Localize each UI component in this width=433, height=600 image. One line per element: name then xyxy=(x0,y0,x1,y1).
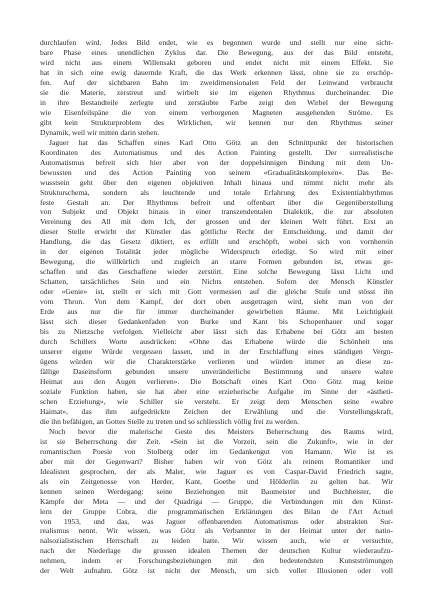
text-line: soziale Funktion haben, sie hat aber eine erzieherische Aufgabe im Sinne der «ästheti- xyxy=(40,386,393,396)
text-line: fällige Daseinsform gebunden unsere unveränderliche Bestimmung und unsere wahre xyxy=(40,366,393,376)
text-line: sie die Materie, zerstreut und wirbelt sie im eigenen Rhythmus durcheinander. Die xyxy=(40,87,393,97)
text-line: als ein Zeitgenosse von Herder, Kant, Goethe und Hölderlin zu gelten hat. Wir xyxy=(40,476,393,486)
text-line: Erde aus nur die für immer durcheinander gewirbelten Räume. Mit Leichtigkeit xyxy=(40,307,393,317)
text-line: lässt sich dieser Gedankenfaden von Burke und Kant bis Schopenhauer und sogar xyxy=(40,317,393,327)
paragraph xyxy=(40,38,393,138)
text-line: dieser Stelle erwirbt der Künstler das göttliche Recht der Entscheidung, und damit der xyxy=(40,227,393,237)
text-line: wusstsein geht über den eigenen objektiven Inhalt hinaus und nimmt nicht mehr als xyxy=(40,177,393,187)
text-line: Bewegung, die willkürlich und zugleich an starre Formen gebunden ist, etwas ge- xyxy=(40,257,393,267)
text-line: nalsozialistischen Herrschaft zu leiden hatte. Wir wissen auch, wie er versuchte, xyxy=(40,536,393,546)
text-line: von 1953, und das, was Jaguer offenbarenden Automatismus oder abstrakten Sur- xyxy=(40,516,393,526)
text-line: durch Schillers Worte ausdrücken: «Ohne das Erhabene würde die Schönheit uns xyxy=(40,337,393,347)
text-line: lern der Gruppe Cobra, die programmatischen Erklärungen des Bilan de l'Art Actuel xyxy=(40,506,393,516)
text-line: bare Phase eines unendlichen Zyklus dar. Die Bewegung, aus der das Bild entsteht, xyxy=(40,47,393,57)
text-line: Vereinung des All mit dem Ich, der grossen und der kleinen Welt führt. Erst an xyxy=(40,217,393,227)
text-line: Handlung, die das Gesetz diktiert, es erfüllt und erschöpft, wobei sich von vornherein xyxy=(40,237,393,247)
text-line: wird nicht aus einem Willensakt geboren und endet nicht mit einem Effekt. Sie xyxy=(40,57,393,67)
text-line: in der eigenen Totalität jeder mögliche Widerspruch erledigt. So wird mit einer xyxy=(40,247,393,257)
text-line: nach der Niederlage die grossen idealen Themen der deutschen Kultur wiederaufzu- xyxy=(40,546,393,556)
text-line: romantischen Poesie von Stolberg oder im Gedankengut von Hamann. Wie ist es xyxy=(40,446,393,456)
text-line: Schatten, tatsächliches Sein und ein Nichts entstehen. Sofern der Mensch Künstler xyxy=(40,277,393,287)
text-line: bis zu Nietzsche verfolgen. Vielleicht aber lässt sich das Erhabene bei Götz am besten xyxy=(40,327,393,337)
text-line: aber mit der Gegenwart? Bisher haben wir von Götz als reinem Romantiker und xyxy=(40,456,393,466)
paragraph xyxy=(40,427,393,577)
text-line: in ihre Bestandteile zerlegte und zerstäubte Farbe zeigt den Wirbel der Bewegung xyxy=(40,97,393,107)
text-line: Automatismus befreit sich hier aber von der doppelsinnigen Bindung mit dem Un- xyxy=(40,157,393,167)
text-line: schaffen und das Geschaffene wieder zerstört. Eine solche Bewegung lässt Licht und xyxy=(40,267,393,277)
text-line: ist sie Beherrschung der Zeit. «Sein ist die Vorzeit, sein die Zukunft», wie in der xyxy=(40,436,393,446)
text-line: durchlaufen wird. Jedes Bild endet, wie es begonnen wurde und stellt nur eine sicht- xyxy=(40,38,393,47)
text-line: bewussten und des Action Painting von seinem «Gradualitätskomplexen». Das Be- xyxy=(40,167,393,177)
text-line: von Subjekt und Objekt hinaus in einer transzendentalen Dialektik, die zur absoluten xyxy=(40,207,393,217)
text-line: wie Eisenfeilspäne die von einem verborgenen Magneten ausgehenden Ströme. Es xyxy=(40,107,393,117)
text-line: kennen seinen Werdegang: seine Beziehungen mit Baumeister und Buchheister, die xyxy=(40,486,393,496)
text-line: hat in sich eine ewig dauernde Kraft, die das Werk erkennen lässt, ohne sie zu erschöp- xyxy=(40,67,393,77)
text-line: Kämpfe der Meta — und der Quadriga — Gruppe, die Verbindungen mit den Künst- xyxy=(40,496,393,506)
text-line: Dynamik, weil wir mitten darin stehen. xyxy=(40,127,160,137)
text-line: nehmen, indem er Forschungsbeziehungen mit den bedeutendsten Kunstströmungen xyxy=(40,556,393,566)
text-line: der Welt aufnahm. Götz ist nicht der Mensch, um sich voller Illusionen oder voll xyxy=(40,566,393,576)
text-line: Noch bevor die malerische Geste des Meisters Beherrschung des Raums wird, xyxy=(49,426,393,436)
text-line: Strukturschema, sondern als leuchtende und totale Erfahrung des Existentialrhythmus xyxy=(40,187,393,197)
text-line: vom Thron. Von dem Kampf, der dort oben ausgetragen wird, sieht man von der xyxy=(40,297,393,307)
text-line: Koordinaten des Automatismus und des Action Painting gestellt. Der surrealistische xyxy=(40,147,393,157)
text-line: oder «Genie» ist, stellt er sich mit Gott vermessen auf die gleiche Stufe und stösst ihn xyxy=(40,287,393,297)
text-line: die ihn befähigen, an Gottes Stelle zu treten und so schliesslich völlig frei zu werden. xyxy=(40,416,299,426)
text-line: schen Erziehung», wie Schiller sie versteht. Er zeigt dem Menschen seine «wahre xyxy=(40,396,393,406)
paragraph xyxy=(40,138,393,427)
text-line: Heimat aus den Augen verlieren». Die Botschaft eines Karl Otto Götz mag keine xyxy=(40,376,393,386)
document-page xyxy=(40,38,393,576)
text-line: feste Gestalt an. Der Rhythmus befreit und offenbart über die Gegenüberstellung xyxy=(40,197,393,207)
text-line: Jaguer hat das Schaffen eines Karl Otto Götz an den Schnittpunkt der historischen xyxy=(49,137,393,147)
text-line: Haimat», das ihm aufgedrückte Zeichen der Erwählung und die Vorstellungskraft, xyxy=(40,406,393,416)
text-line: realismus nennt. Wir wissen, was Götz als Verbannter in der Heimat unter der natio- xyxy=(40,526,393,536)
text-line: unserer eigene Würde vergessen lassen, und in der Erschlaffung eines ständigen Vergn- xyxy=(40,347,393,357)
text-line: gibt kein Strukturproblem des Wirklichen, wir kennen nur den Rhythmus seiner xyxy=(40,117,393,127)
text-line: fen. Auf der sichtbaren Bahn im zweidimensionalen Feld der Leinwand verbraucht xyxy=(40,77,393,87)
text-line: Idealisten gesprochen, der als Maler, wie Jaguer es von Caspar-David Friedrich sagte, xyxy=(40,466,393,476)
text-line: ügens würden wir die Charakterstärke verlieren und würden immer an diese zu- xyxy=(40,357,393,366)
